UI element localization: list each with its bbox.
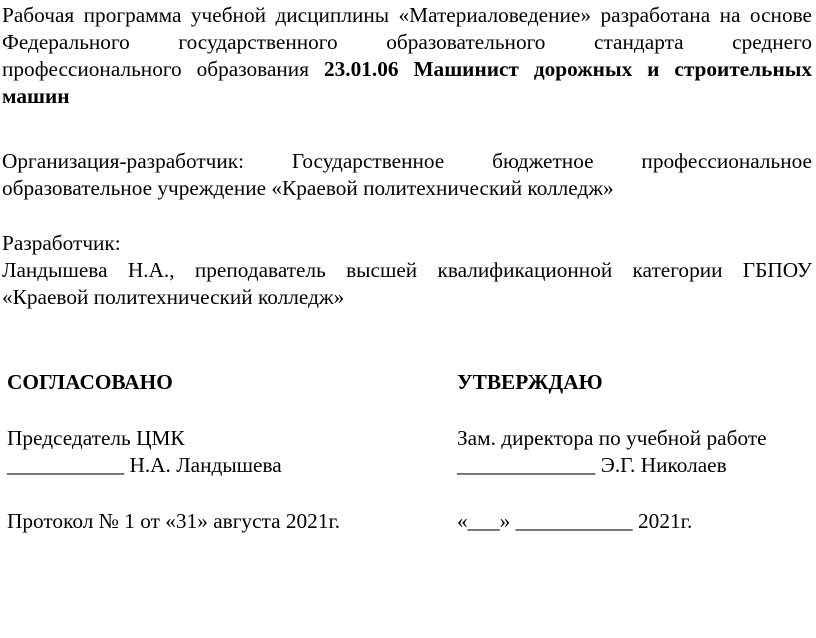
agreed-heading: СОГЛАСОВАНО [7,370,173,394]
intro-paragraph [2,2,812,110]
approved-date: «___» ___________ 2021г. [457,509,693,533]
developer-label: Разработчик: [2,231,121,255]
organization-paragraph: Организация-разработчик: Государственное бюджетное профессиональное образовательное учреждение «Краевой политехнический колледж» [2,149,812,200]
approved-heading: УТВЕРЖДАЮ [457,370,603,394]
intro-specialty: 23.01.06 Машинист дорожных и строительных машин [2,57,812,108]
approved-role: Зам. директора по учебной работе [457,426,767,450]
developer-paragraph [2,230,812,311]
agreed-role: Председатель ЦМК [7,426,185,450]
agreed-signature-line: ___________ Н.А. Ландышева [7,453,282,477]
intro-text: Рабочая программа учебной дисциплины «Материаловедение» разработана на основе Федерального государственного образовательного стандарта среднего профессионального образования [2,3,812,81]
agreed-protocol: Протокол № 1 от «31» августа 2021г. [7,509,341,533]
approved-signature-line: _____________ Э.Г. Николаев [457,453,727,477]
developer-text: Ландышева Н.А., преподаватель высшей квалификационной категории ГБПОУ «Краевой политехнический колледж» [2,258,812,309]
